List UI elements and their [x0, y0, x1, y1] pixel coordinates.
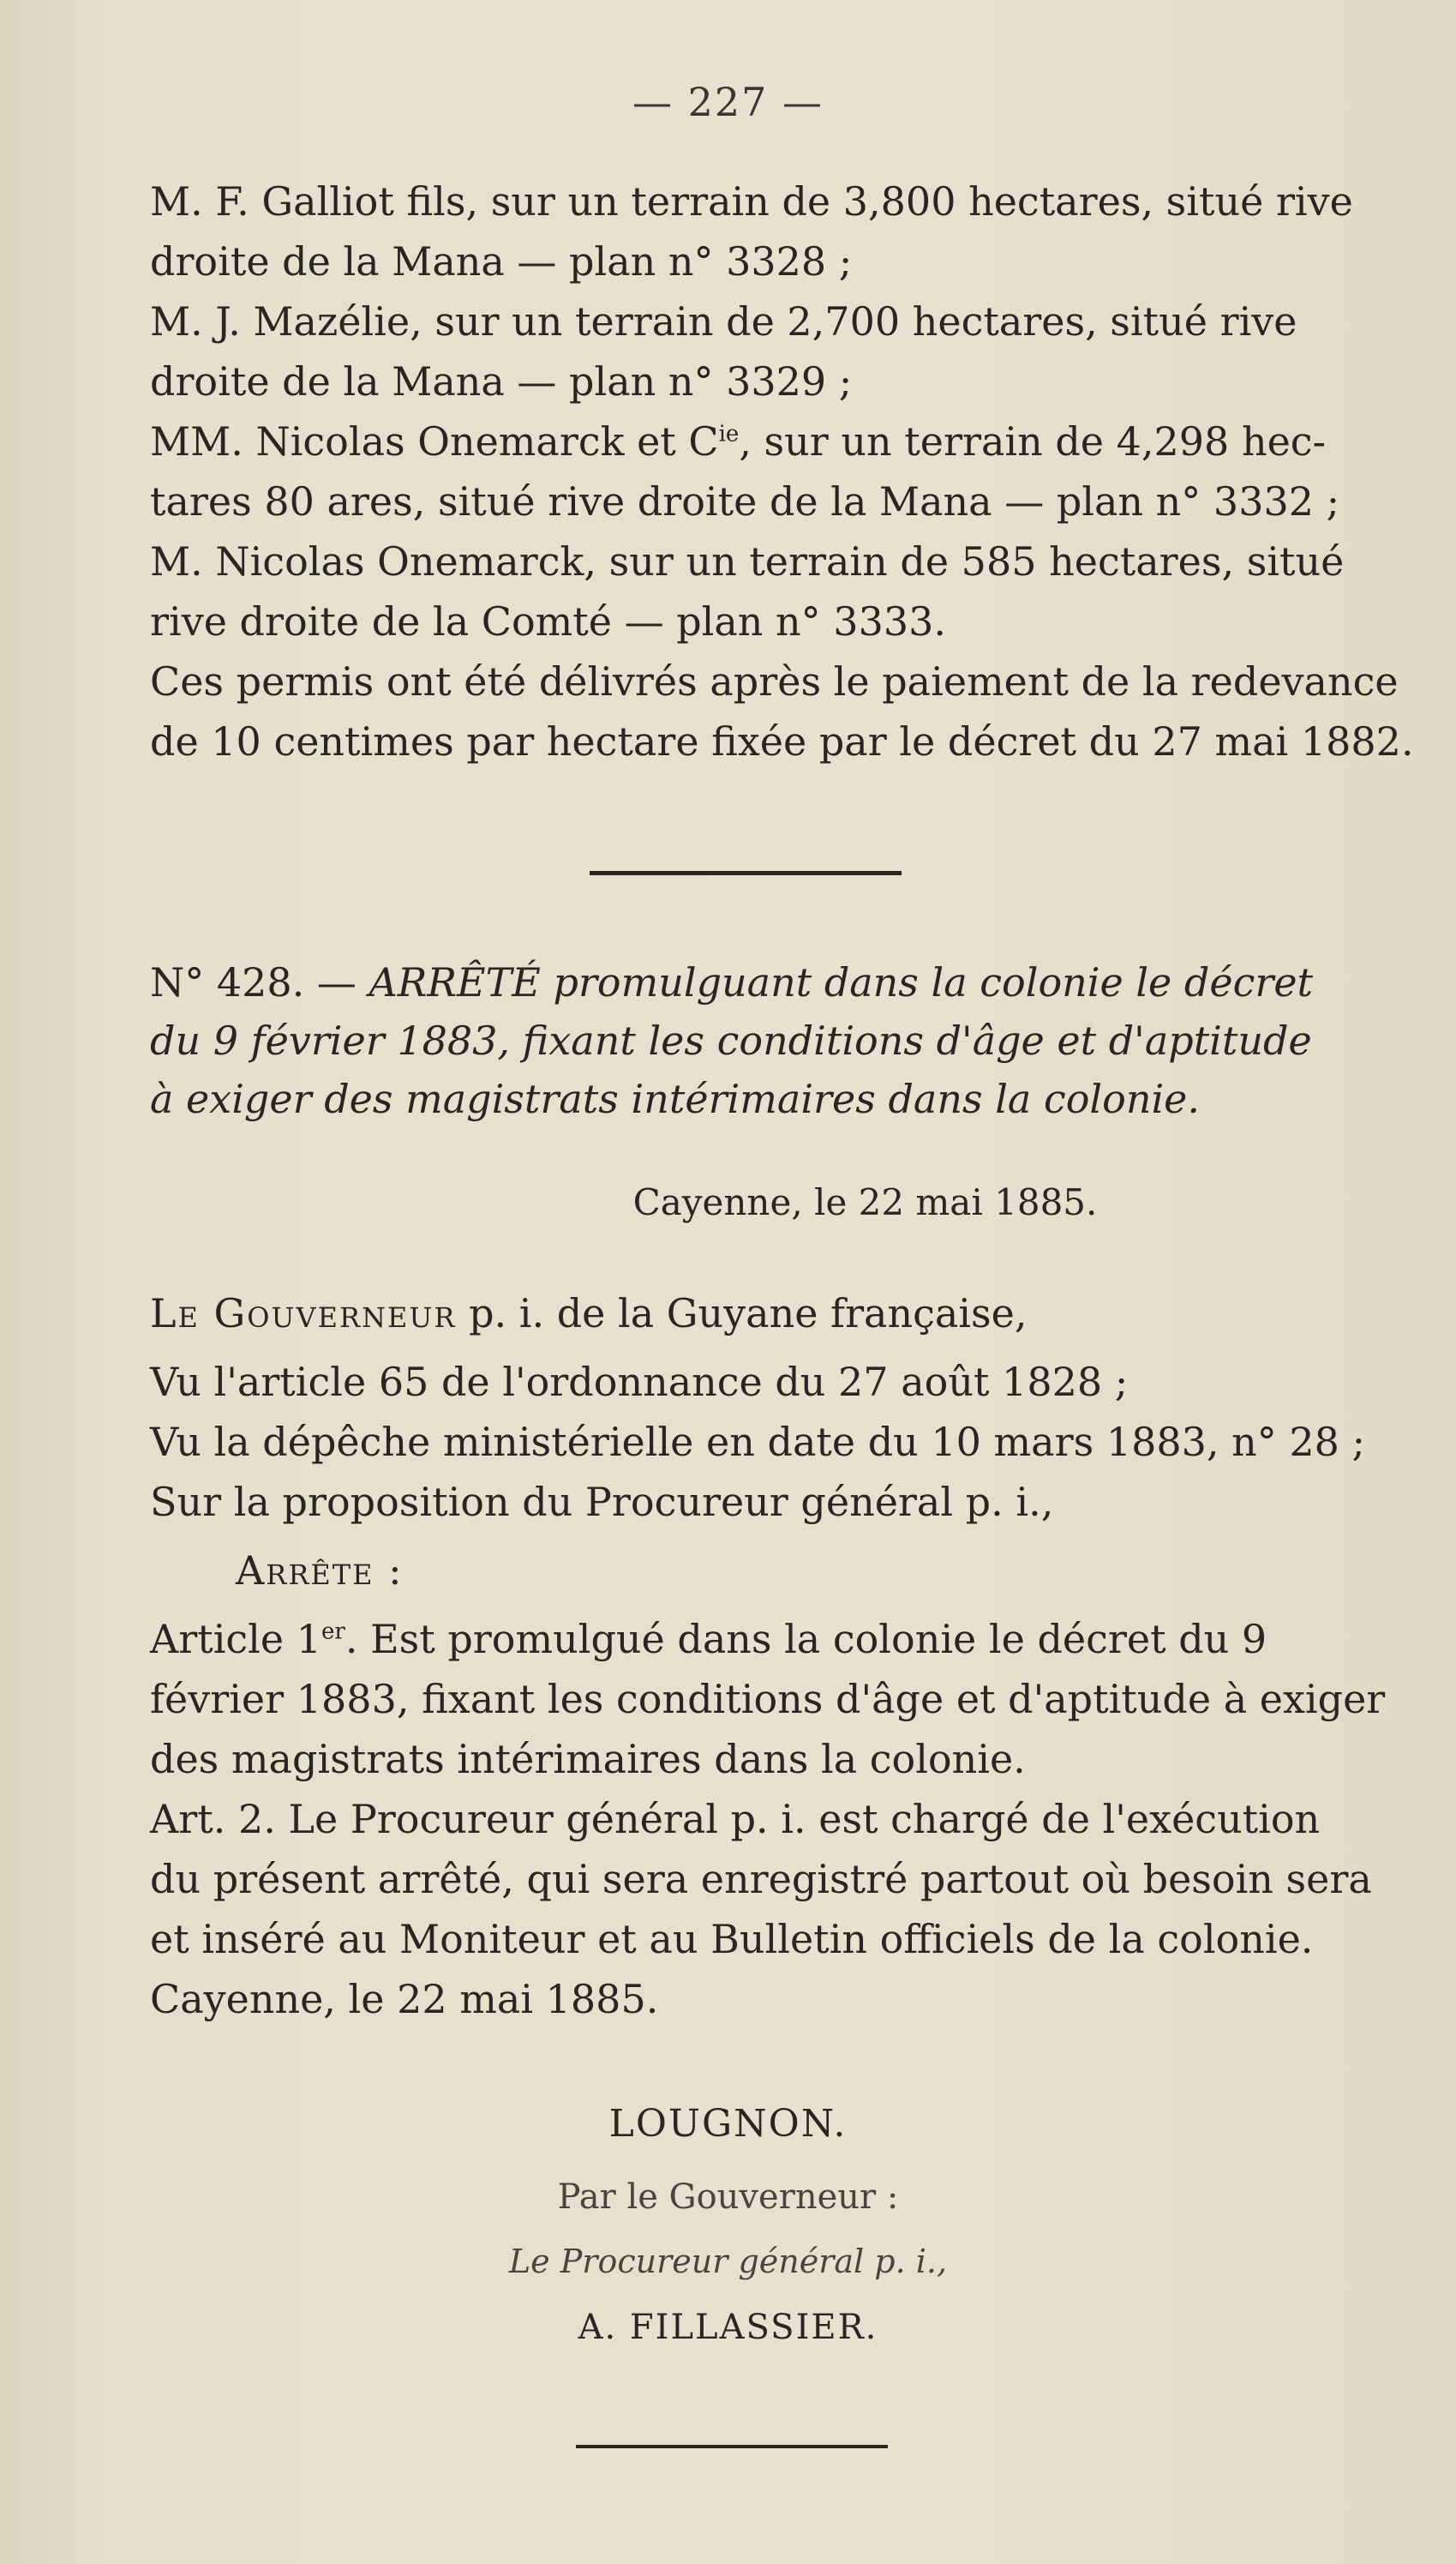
- closing-line: de 10 centimes par hectare fixée par le décret du 27 mai 1882.: [150, 718, 1414, 765]
- sur-line: Sur la proposition du Procureur général p. i.,: [150, 1479, 1054, 1525]
- article-2-line: Art. 2. Le Procureur général p. i. est chargé de l'exécution: [150, 1796, 1321, 1842]
- permits-list: [150, 171, 1414, 772]
- article-1-start: Article 1: [150, 1616, 321, 1662]
- article-1-text: . Est promulgué dans la colonie le décret du 9: [345, 1616, 1267, 1662]
- article-1-line: des magistrats intérimaires dans la colonie.: [150, 1736, 1026, 1782]
- permit-line: tares 80 ares, situé rive droite de la Mana — plan n° 3332 ;: [150, 478, 1340, 525]
- arrete-title-line: [150, 953, 1393, 1012]
- article-1-sup: er: [321, 1618, 345, 1645]
- permit-entry-onemarck-cie: [150, 411, 1393, 531]
- arrete-label: Arrête :: [236, 1547, 404, 1594]
- permit-line: M. Nicolas Onemarck, sur un terrain de 585 hectares, situé: [150, 538, 1345, 585]
- arrete-title: [150, 953, 1393, 1128]
- article-2-line: et inséré au Moniteur et au Bulletin officiels de la colonie.: [150, 1916, 1314, 1962]
- vu-line-1: Vu l'article 65 de l'ordonnance du 27 août 1828 ;: [150, 1359, 1129, 1405]
- permit-line: rive droite de la Comté — plan n° 3333.: [150, 598, 946, 645]
- closing-line: Ces permis ont été délivrés après le paiement de la redevance: [150, 658, 1399, 705]
- governor-caps: Le Gouverneur: [150, 1290, 457, 1336]
- arrete-body: [150, 1283, 1393, 2029]
- article-1-line: février 1883, fixant les conditions d'âge et d'aptitude à exiger: [150, 1676, 1386, 1722]
- place-date-text: Cayenne, le 22 mai 1885.: [632, 1181, 1098, 1223]
- permit-line: [150, 411, 1393, 471]
- permit-line-start: MM. Nicolas Onemarck et C: [150, 418, 719, 465]
- article-1-line: [150, 1609, 1393, 1669]
- article-2-line: du présent arrêté, qui sera enregistré partout où besoin sera: [150, 1856, 1372, 1902]
- permit-entry-mazelie: [150, 291, 1393, 411]
- permit-line-sup: ie: [718, 421, 740, 447]
- permit-entry-onemarck: [150, 531, 1393, 652]
- permit-line: M. J. Mazélie, sur un terrain de 2,700 hectares, situé rive: [150, 298, 1297, 345]
- arrete-title-line: du 9 février 1883, fixant les conditions d'âge et d'aptitude: [150, 1018, 1312, 1064]
- signed-place: Cayenne, le 22 mai 1885.: [150, 1976, 659, 2022]
- permit-line: M. F. Galliot fils, sur un terrain de 3,800 hectares, situé rive: [150, 178, 1353, 225]
- permit-line: droite de la Mana — plan n° 3328 ;: [150, 238, 853, 285]
- end-divider: [576, 2445, 888, 2448]
- permit-line: droite de la Mana — plan n° 3329 ;: [150, 358, 853, 405]
- procureur-title: Le Procureur général p. i.,: [508, 2243, 948, 2280]
- by-governor: Par le Gouverneur :: [557, 2177, 899, 2217]
- governor-rest: p. i. de la Guyane française,: [456, 1290, 1028, 1336]
- closing-paragraph: [150, 652, 1414, 772]
- arrete-number: N° 428. —: [150, 959, 357, 1006]
- page-number: — 227 —: [632, 79, 824, 125]
- permit-entry-galliot: [150, 171, 1393, 291]
- governor-line: [150, 1283, 1393, 1343]
- place-date: [0, 1181, 1456, 1223]
- procureur-name: A. FILLASSIER.: [578, 2308, 878, 2347]
- signatory: LOUGNON.: [608, 2102, 848, 2146]
- permit-line-end: , sur un terrain de 4,298 hec-: [739, 418, 1327, 465]
- vu-line-2: Vu la dépêche ministérielle en date du 10 mars 1883, n° 28 ;: [150, 1419, 1366, 1465]
- section-divider: [590, 871, 902, 875]
- arrete-title-text: ARRÊTÉ promulguant dans la colonie le décret: [356, 959, 1314, 1006]
- arrete-title-line: à exiger des magistrats intérimaires dans la colonie.: [150, 1076, 1200, 1122]
